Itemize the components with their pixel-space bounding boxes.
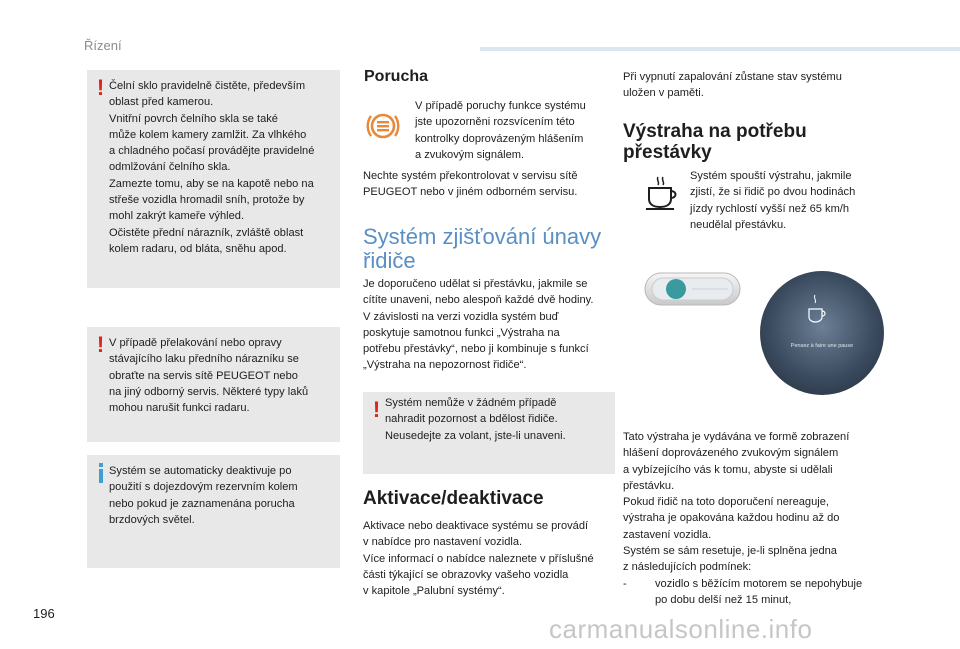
reset-list-item	[623, 576, 898, 609]
reset-item-text: vozidlo s běžícím motorem se nepohybuje po dobu delší než 15 minut,	[655, 577, 863, 606]
note-text: Systém nemůže v žádném případě nahradit pozornost a bdělost řidiče. Neusedejte za volant, jste-li unaveni.	[385, 397, 566, 442]
watermark: carmanualsonline.info	[549, 614, 813, 644]
alert-text: Tato výstraha je vydávána ve formě zobrazení hlášení doprovázeného zvukovým signálem a vybízejícího vás k tomu, abyste si udělali přestávku. Pokud řidič na toto doporučení nereaguje, výstraha je opakována každou hodinu až do zastavení vozidla.	[623, 431, 850, 541]
coffee-cup-icon	[644, 175, 682, 211]
porucha-text: Nechte systém překontrolovat v servisu sítě PEUGEOT nebo v jiném odborném servisu.	[363, 170, 578, 199]
camera-cleaning-note	[87, 70, 340, 288]
header-accent-bar	[480, 47, 960, 51]
porucha-text-block	[363, 168, 613, 201]
warning-exclamation-icon: !	[372, 397, 381, 422]
alert-text-block	[623, 429, 898, 543]
activation-text-block	[363, 518, 618, 599]
info-icon	[96, 463, 105, 488]
activation-heading: Aktivace/deaktivace	[363, 488, 544, 509]
deactivation-info-note	[87, 455, 340, 568]
bullet-dash: -	[623, 577, 627, 590]
service-warning-light-icon	[363, 110, 403, 142]
porucha-heading: Porucha	[364, 68, 429, 85]
break-icon-text: Systém spouští výstrahu, jakmile zjistí, že si řidič po dvou hodinách jízdy rychlostí vyšší než 65 km/h neudělal přestávku.	[690, 170, 856, 231]
reset-text: Systém se sám resetuje, je-li splněna jedna z následujících podmínek:	[623, 545, 837, 574]
driver-attention-note	[363, 392, 615, 474]
fatigue-text: Je doporučeno udělat si přestávku, jakmile se cítíte unaveni, nebo alespoň každé dvě hodiny. V závislosti na verzi vozidla systém buď poskytuje samotnou funkci „Výstraha na potřebu přestávky“, nebo ji kombinuje s funkcí „Výstraha na nepozornost řidiče“.	[363, 278, 594, 372]
note-text: Čelní sklo pravidelně čistěte, především oblast před kamerou. Vnitřní povrch čelního skla se také může kolem kamery zamlžit. Za vlhkého a chladného počasí provádějte pravidelné odmlžování čelního skla. Zamezte tomu, aby se na kapotě nebo na střeše vozidla hromadil sníh, protože by mohl zakrýt kameře výhled. Očistěte přední nárazník, zvláště oblast kolem radaru, od bláta, sněhu apod.	[109, 80, 315, 255]
activation-text: Aktivace nebo deaktivace systému se provádí v nabídce pro nastavení vozidla. Více informací o nabídce naleznete v příslušné části týkající se obrazovky vašeho vozidla v kapitole „Palubní systémy“.	[363, 520, 594, 598]
porucha-icon-text-block	[415, 98, 615, 163]
section-label: Řízení	[84, 38, 122, 53]
fatigue-text-block	[363, 276, 618, 374]
page-number: 196	[33, 606, 55, 621]
note-text: Systém se automaticky deaktivuje po použití s dojezdovým rezervním kolem nebo pokud je zaznamenána porucha brzdových světel.	[109, 465, 298, 526]
warning-exclamation-icon: !	[96, 75, 105, 100]
instrument-cluster-illustration	[640, 265, 890, 400]
memory-text: Při vypnutí zapalování zůstane stav systému uložen v paměti.	[623, 71, 842, 100]
break-alert-heading: Výstraha na potřebu přestávky	[623, 121, 807, 163]
repaint-note	[87, 327, 340, 442]
note-text: V případě přelakování nebo opravy stávajícího laku předního nárazníku se obraťte na servis sítě PEUGEOT nebo na jiný odborný servis. Některé typy laků mohou narušit funkci radaru.	[109, 337, 309, 415]
reset-text-block	[623, 543, 898, 608]
break-icon-text-block	[690, 168, 890, 233]
memory-text-block	[623, 69, 893, 102]
warning-exclamation-icon: !	[96, 332, 105, 357]
porucha-icon-text: V případě poruchy funkce systému jste upozorněni rozsvícením této kontrolky doprovázeným hlášením a zvukovým signálem.	[415, 100, 586, 161]
fatigue-heading: Systém zjišťování únavy řidiče	[363, 224, 602, 273]
display-caption: Pensez à faire une pause	[790, 343, 854, 349]
